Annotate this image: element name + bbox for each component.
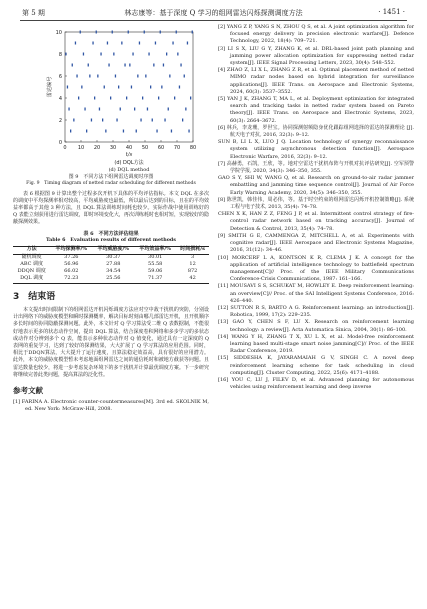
y-tick-label: 2 — [58, 117, 62, 124]
data-point — [187, 42, 188, 45]
data-point — [102, 119, 103, 122]
table-header-cell: 平均探测率/% — [50, 246, 92, 254]
data-point — [140, 119, 141, 122]
reference-item: [7] 高赫勇，石凯，王欣，等。地对空雷达干扰机布阵与开机对抗评估研究[J]. 空军预警学院学报, 2020, 34(3): 346–350, 355. — [218, 160, 414, 175]
data-point — [179, 86, 180, 89]
x-axis-label: t/s — [125, 152, 133, 158]
data-point — [145, 75, 146, 78]
data-point — [182, 119, 183, 122]
paragraph-results: 表 6 根据图 9 计算出整个过程多次开机下具体的平均评估指标。本文 DQL 在多次的调度中平均探测率相对较高，平均威胁度也最低，所以最后达到的目标，且在的平均效益率都高于其他 3 种方法，且 DQL 算法训练时间耗也较少。实际作战中使用训练好的 Q 表能立刻获用进行雷达调度，即时环境变化大，再次训练耗时也相对短，实现较好的隐蔽探测效果。 — [13, 190, 209, 226]
data-point — [172, 42, 173, 45]
table-cell: 12 — [189, 261, 196, 268]
table-cell: 872 — [187, 268, 198, 275]
y-axis-label: 雷达编号 — [47, 76, 53, 98]
data-point — [168, 108, 169, 111]
data-point — [94, 97, 95, 100]
table-cell: ABC 调度 — [20, 261, 44, 268]
data-point — [73, 119, 74, 122]
right-column — [218, 24, 414, 391]
data-point — [148, 53, 149, 56]
data-point — [105, 130, 106, 133]
reference-item: [10] MORCERF L A, KONTSON K R, CLEMA J K. A concept for the application of artificial intelligence technology to battlefield spectrum management[C]// Proc. of the IEEE Military Communications Conference-Crisis Communications, 1987: 161–166. — [218, 254, 414, 283]
table-cell: 55.58 — [148, 261, 163, 268]
data-point — [166, 53, 167, 56]
x-tick-label: 10 — [77, 145, 85, 151]
data-point — [124, 64, 125, 67]
data-point — [88, 64, 89, 67]
table-cell: 42 — [176, 276, 209, 284]
scatter-chart — [13, 24, 209, 174]
data-point — [134, 108, 135, 111]
table-header-cell: 平均效益率/% — [134, 246, 176, 254]
reference-item: GAO S Y, SHI W, WANG Q, et al. Research on ground-to-air radar jammer embattling and jamming time sequence control[J]. Journal of Air Force Early Warning Academy, 2020, 34(5): 346–350, 355. — [218, 175, 414, 196]
issue-number: 第 5 期 — [22, 9, 45, 17]
reference-item: [9] SMITH G E, CAMMENGA Z, MITCHELL A, et al. Experiments with cognitive radar[J]. IEEE Aerospace and Electronic Systems Magazine, 2016, 31(12): 34–46. — [218, 232, 414, 254]
data-point — [99, 108, 100, 111]
table-caption-cn: 表 6 不同方法评估结果 — [83, 230, 139, 237]
data-point — [113, 53, 114, 56]
data-point — [92, 42, 93, 45]
figure-caption-cn: 图 9 不同方法下组网雷达调度时序图 — [68, 174, 154, 180]
running-title: 林志康等：基于深度 Q 学习的组网雷达闪烁探测调度方法 — [124, 9, 303, 17]
reference-item: [4] ZHAO Z, LI X L, ZHANG Z R, et al. Optimal placement method of netted MIMO radar nodes based on hybrid integration for surveillance applications[J]. IEEE Trans. on Aerospace and Electronic Systems, 2024, 60(3): 3537–3552. — [218, 67, 414, 95]
y-tick-label: 8 — [58, 51, 62, 58]
reference-item: [15] SIDDESHA K, JAYARAMAIAH G V, SINGH C. A novel deep reinforcement learning scheme for task scheduling in cloud computing[J]. Cluster Computing, 2022, 25(6): 4171–4188. — [218, 355, 414, 376]
data-point — [107, 42, 108, 45]
sub-caption-cn: (d) DQL方法 — [114, 160, 144, 166]
x-tick-label: 70 — [173, 145, 181, 151]
data-point — [147, 108, 148, 111]
sub-caption-en: (d) DQL method — [108, 167, 150, 173]
x-tick-label: 30 — [109, 145, 117, 151]
table-cell: 随机调度 — [21, 254, 42, 261]
reference-item: [8] 陈世凯，韩佳伟，周必伟，等。基于时空约束的组网雷达闪烁开机控制策略[J]. 系统工程与电子技术, 2013, 35(4): 74–78. — [218, 196, 414, 211]
data-point — [177, 53, 178, 56]
x-tick-label: 60 — [157, 145, 165, 151]
table-cell: DQL 调度 — [13, 276, 50, 284]
reference-item: [2] YANG Z P, YANG S N, ZHOU Q S, et al. A joint optimization algorithm for focused energy delivery in precision electronic warfare[J]. Defence Technology, 2022, 18(4): 709–721. — [218, 24, 414, 45]
data-point — [70, 130, 71, 133]
data-point — [126, 97, 127, 100]
x-tick-label: 80 — [189, 145, 197, 151]
data-point — [83, 53, 84, 56]
reference-item: [3] LI S X, LIU G Y, ZHANG K, et al. DRL-based joint path planning and jamming power allocation optimization for suppressing netted radar system[J]. IEEE Signal Processing Letters, 2023, 30(4): 548–552. — [218, 45, 414, 67]
data-point — [184, 75, 185, 78]
table-cell: 25.56 — [92, 276, 134, 284]
data-point — [185, 108, 186, 111]
data-point — [100, 53, 101, 56]
data-point — [137, 75, 138, 78]
reference-item: [1] FARINA A. Electronic counter-countermeasures[M]. 3rd ed. SKOLNIK M, ed. New York: McGraw-Hill, 2008. — [13, 399, 209, 413]
reference-item: [5] YAN J K, ZHANG T, MA L, et al. Deployment optimization for integrated search and tracking tasks in netted radar system based on Pareto theory[J]. IEEE Trans. on Aerospace and Electronic Systems, 2023, 60(3): 2664–3672. — [218, 96, 414, 124]
table-cell: 37.26 — [64, 254, 79, 261]
paragraph-conclusion: 本文提出时间限制下的组网雷达开机闪烁调度方法应对空中敌干扰机的突防，分别设计出网络下的威胁度模型和瞬时探测概率，解决目标时刻由哪几部雷达开机，且开机顺序多长时间的协同隐蔽探测问题。此外，本文针对 Q 学习算法受二维 Q 表数据制，不能很好地表示更多的状态动作空间，提出 DQL 算法，结合深度卷积网络和多步学习的多状态或动作对分辨到多个 Q 表，能表示多种状态动作对 Q 值变化，通过具有一定深度的 Q 表网的重复学习，达到了较好的探测结果，大大扩展了 Q 学习算法的应用范围。同时，相比于DDQN算法，大大提升了运行速度，且算法稳定效益高，具有很好的应用潜力。此外，本文的威胁度模型暂未考虑地面组网雷达之间的通信耗时和被地方截获等问题。且雷达数量也较少，将进一步考虑复杂环境下的多干扰机并计算最优调度方案。下一步研究将继续完善此类问题，提高算法的泛化性。 — [13, 306, 209, 378]
data-point — [96, 31, 97, 34]
reference-item: [12] SUTTON R S, BARTO A G. Reinforcement learning: an introduction[J]. Robotica, 1999, 17(2): 229–235. — [218, 304, 414, 319]
data-point — [89, 75, 90, 78]
data-point — [76, 75, 77, 78]
data-point — [91, 119, 92, 122]
reference-item: [6] 林兵，李龙珊，罗世宝。协同探测射频隐身优化跟踪组网选择的雷达的探测理论 [J]. 航天电子对抗, 2016, 32(3): 9–12. — [218, 124, 414, 139]
references-heading: 参考文献 — [13, 386, 43, 396]
data-point — [104, 86, 105, 89]
data-point — [129, 64, 130, 67]
data-point — [164, 119, 165, 122]
table-cell: 56.96 — [64, 261, 79, 268]
data-point — [108, 64, 109, 67]
table-cell: 3 — [191, 254, 195, 261]
data-point — [153, 64, 154, 67]
data-point — [72, 64, 73, 67]
evaluation-table — [13, 246, 209, 284]
table-cell: 66.02 — [64, 268, 79, 275]
table-cell: 71.37 — [134, 276, 176, 284]
data-point — [155, 42, 156, 45]
x-tick-label: 50 — [141, 145, 149, 151]
plot-frame — [65, 32, 193, 142]
data-point — [68, 108, 69, 111]
data-point — [176, 31, 177, 34]
data-point — [86, 130, 87, 133]
x-tick-label: 40 — [125, 145, 133, 151]
data-point — [169, 75, 170, 78]
figure-caption-en: Fig. 9 Timing diagram of netted radar scheduling for different methods — [26, 180, 196, 186]
data-point — [158, 97, 159, 100]
data-point — [97, 75, 98, 78]
data-point — [131, 86, 132, 89]
data-point — [120, 108, 121, 111]
data-point — [81, 86, 82, 89]
data-point — [150, 86, 151, 89]
data-point — [174, 97, 175, 100]
data-point — [163, 64, 164, 67]
x-tick-label: 0 — [63, 145, 67, 151]
data-point — [171, 130, 172, 133]
table-cell: 27.88 — [106, 261, 121, 268]
data-point — [160, 31, 161, 34]
data-point — [139, 42, 140, 45]
data-point — [115, 75, 116, 78]
header-rule — [20, 20, 407, 21]
data-point — [116, 119, 117, 122]
y-tick-label: 0 — [58, 139, 62, 146]
data-point — [78, 97, 79, 100]
data-point — [142, 97, 143, 100]
section-title-conclusion: 3 结束语 — [13, 291, 56, 302]
table-cell: 59.06 — [148, 268, 163, 275]
figure-9d — [13, 24, 209, 174]
table-caption-en: Table 6 Evaluation results of different methods — [46, 237, 176, 244]
reference-item: CHEN X K, HAN Z Z, FENG J P, et al. Intermittent control strategy of fire-control radar network based on tracking accuracy[J]. Journal of Detection & Control, 2013, 35(4): 74–78. — [218, 211, 414, 232]
data-point — [118, 86, 119, 89]
data-point — [161, 86, 162, 89]
data-point — [112, 31, 113, 34]
reference-item: [11] MOUSAVI S S, SCHUKAT M, HOWLEY E. Deep reinforcement learning: an overview[C]// Proc. of the SAI Intelligent Systems Conference, 2016: 426–440. — [218, 283, 414, 304]
table-header-cell: 方法 — [13, 246, 50, 254]
data-point — [121, 42, 122, 45]
table-cell: 30.01 — [148, 254, 163, 261]
reference-item: SUN B, LI L X, LUO J Q. Location technology of synergy reconnaissance system utilizing asynchronous detection function[J]. Aerospace Electronic Warfare, 2016, 32(3): 9–12. — [218, 139, 414, 160]
table-header-cell: 平均威胁度/% — [92, 246, 134, 254]
data-point — [132, 53, 133, 56]
table-cell: DDQN 调度 — [17, 268, 46, 275]
table-cell: 34.54 — [106, 268, 121, 275]
data-point — [75, 42, 76, 45]
data-point — [123, 130, 124, 133]
data-point — [144, 31, 145, 34]
page-number: · 1451 · — [378, 8, 405, 16]
data-point — [80, 31, 81, 34]
data-point — [110, 97, 111, 100]
left-column — [13, 24, 209, 413]
table-row — [13, 276, 209, 284]
reference-item: [14] WANG Y H, ZHANG T X, XU L X, et al. Model-free reinforcement learning based multi-stage smart noise jamming[C]// Proc. of the IEEE Radar Conference, 2019. — [218, 333, 414, 355]
y-tick-label: 10 — [55, 29, 62, 36]
table-cell: 30.37 — [106, 254, 121, 261]
reference-item: [13] GAO Y, CHEN S F, LU X. Research on reinforcement learning technology: a review[J]. Acta Automatica Sinica, 2004, 30(1): 86–100. — [218, 319, 414, 333]
reference-item: [16] YOU C, LU J, FILEV D, et al. Advanced planning for autonomous vehicles using reinforcement learning and deep inverse — [218, 376, 414, 391]
data-point — [65, 53, 66, 56]
data-point — [188, 130, 189, 133]
table-header-cell: 时间损耗/s — [176, 246, 209, 254]
y-tick-label: 4 — [58, 95, 62, 102]
data-point — [67, 86, 68, 89]
data-point — [180, 64, 181, 67]
data-point — [192, 31, 193, 34]
table-cell: 72.23 — [50, 276, 92, 284]
y-tick-label: 6 — [58, 73, 62, 80]
data-point — [152, 119, 153, 122]
data-point — [128, 31, 129, 34]
data-point — [190, 97, 191, 100]
data-point — [84, 108, 85, 111]
data-point — [156, 130, 157, 133]
data-point — [136, 130, 137, 133]
x-tick-label: 20 — [93, 145, 101, 151]
